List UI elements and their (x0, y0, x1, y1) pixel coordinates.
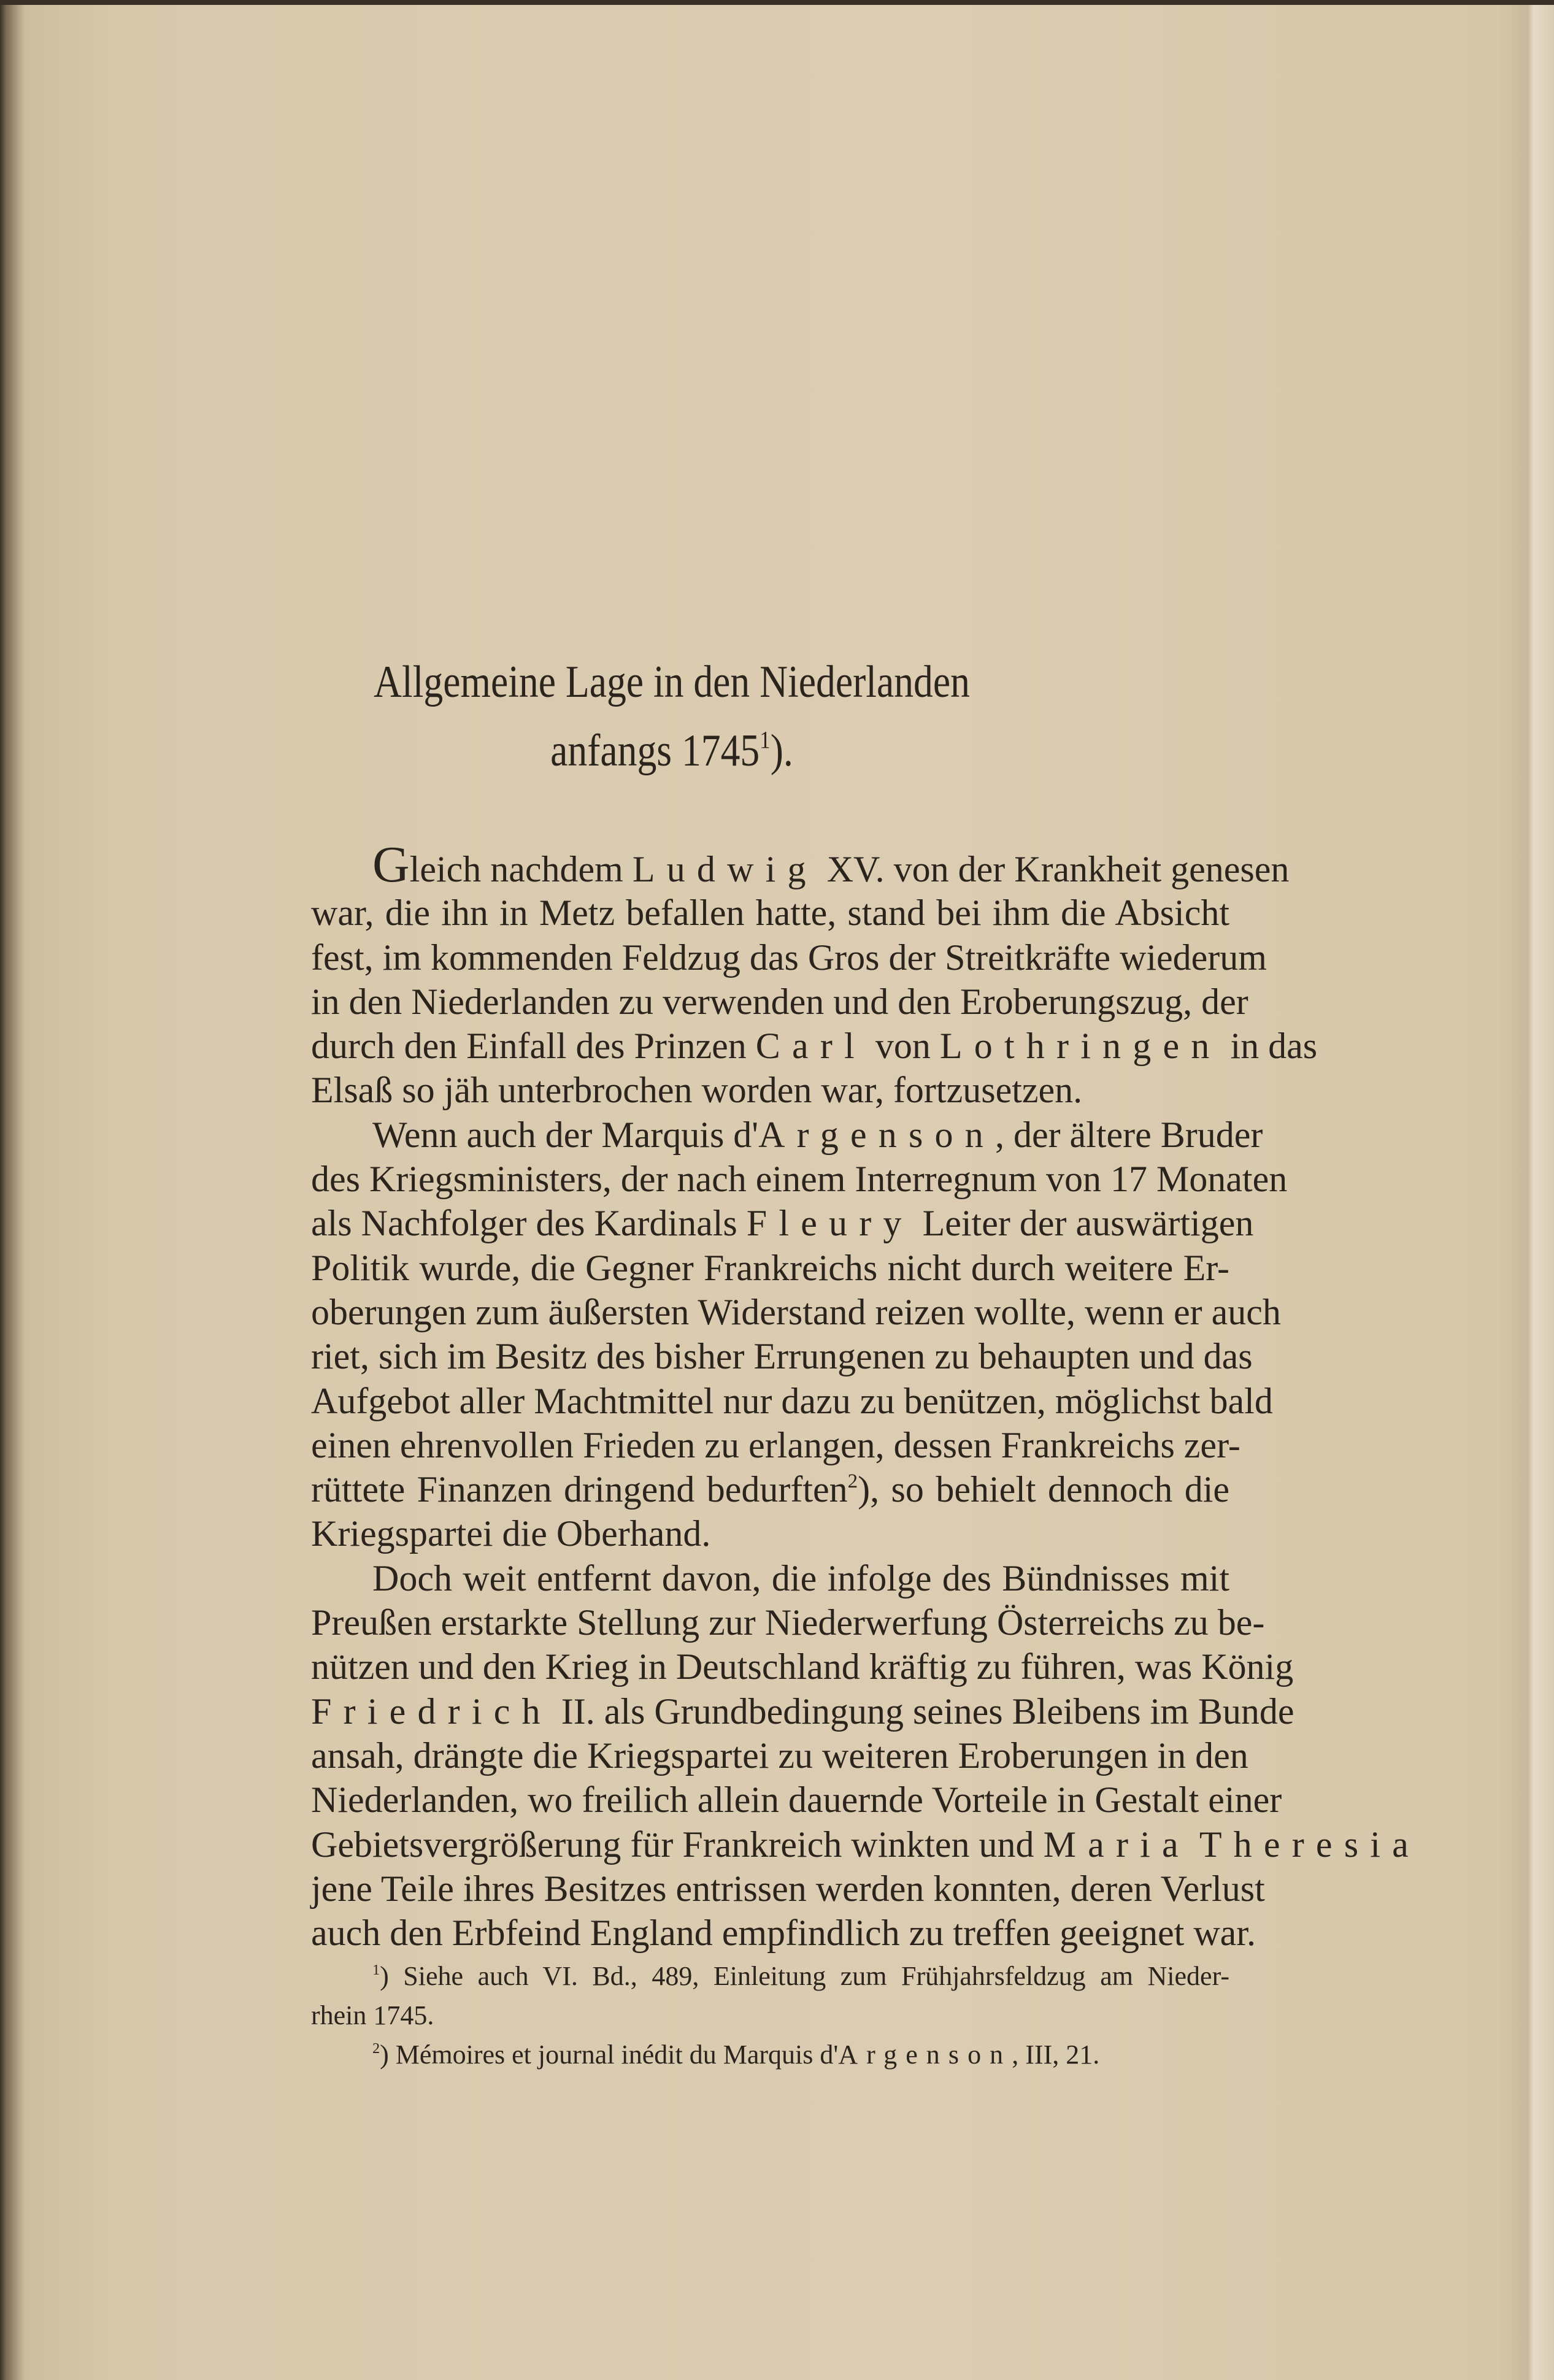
text-line (311, 1379, 1273, 1423)
text-run: jene Teile ihres Besitzes entrissen werden konnten, deren Verlust (311, 1868, 1265, 1909)
text-run: einen ehrenvollen Frieden zu erlangen, dessen Frankreichs zer- (311, 1424, 1241, 1465)
spaced-name: Fleury (746, 1203, 914, 1244)
body-text (311, 836, 1420, 1955)
subtitle-text: anfangs 1745 (550, 726, 760, 776)
text-run: Wenn auch der Marquis d' (372, 1114, 759, 1155)
paragraph (311, 1113, 1288, 1556)
text-line (311, 1201, 1254, 1245)
text-run: durch den Einfall des Prinzen (311, 1026, 756, 1067)
text-line (311, 1689, 1294, 1733)
text-run: oberungen zum äußersten Widerstand reizen wollte, wenn er auch (311, 1291, 1281, 1332)
text-line (311, 2035, 1229, 2075)
paragraph (311, 1556, 1420, 1956)
text-line (311, 1600, 1265, 1645)
spaced-name: Ludwig (632, 849, 818, 889)
text-run: auch den Erbfeind England empfindlich zu treffen geeignet war. (311, 1913, 1256, 1954)
text-run: nützen und den Krieg in Deutschland kräftig zu führen, was König (311, 1646, 1294, 1687)
spaced-name: Argenson (838, 2040, 1012, 2070)
text-run: in das (1221, 1026, 1318, 1067)
text-line (311, 1511, 1229, 1556)
text-run: ) Mémoires et journal inédit du Marquis d' (380, 2040, 839, 2070)
spaced-name: Maria (1043, 1824, 1190, 1865)
text-run: Preußen erstarkte Stellung zur Niederwerfung Österreichs zu be- (311, 1602, 1265, 1643)
text-line (311, 1556, 1229, 1600)
text-line (311, 1467, 1229, 1511)
text-run: riet, sich im Besitz des bisher Errungenen zu behaupten und das (311, 1336, 1253, 1377)
footnote (311, 1957, 1229, 2035)
text-run: Elsaß so jäh unterbrochen worden war, fortzusetzen. (311, 1070, 1083, 1111)
subtitle-end: ). (770, 726, 793, 776)
text-line (311, 1246, 1229, 1290)
footnote-ref: 2 (847, 1470, 858, 1493)
text-line (311, 1334, 1253, 1378)
text-run: Doch weit entfernt davon, die infolge des Bündnisses mit (372, 1557, 1229, 1599)
text-line (311, 836, 1290, 893)
chapter-subtitle (94, 725, 1249, 777)
footnote-ref: 2 (372, 2040, 380, 2057)
paragraph (311, 836, 1318, 1113)
text-run: in den Niederlanden zu verwenden und den Eroberungszug, der (311, 981, 1248, 1022)
spaced-name: Carl (755, 1026, 866, 1067)
text-line (311, 1645, 1294, 1689)
footnote-ref: 1 (760, 726, 771, 754)
text-line (311, 1778, 1282, 1822)
text-run: , der ältere Bruder (994, 1114, 1263, 1155)
chapter-title: Allgemeine Lage in den Niederlanden (374, 657, 970, 707)
text-line (311, 935, 1267, 980)
text-run: ) Siehe auch VI. Bd., 489, Einleitung zum Frühjahrsfeldzug am Nieder- (380, 1961, 1229, 1991)
text-line (311, 1024, 1318, 1068)
text-line (311, 1068, 1229, 1112)
text-run: Gebietsvergrößerung für Frankreich winkten und (311, 1824, 1044, 1865)
text-line (311, 1996, 1229, 2035)
spaced-name: Lothringen (939, 1026, 1221, 1067)
text-run: ), so behielt dennoch die (858, 1469, 1230, 1510)
text-run: II. als Grundbedingung seines Bleibens im Bunde (552, 1691, 1294, 1732)
footnote (311, 2035, 1229, 2075)
text-run: Politik wurde, die Gegner Frankreichs nicht durch weitere Er- (311, 1247, 1229, 1288)
text-line (311, 1423, 1241, 1467)
text-run: rhein 1745. (311, 2000, 434, 2030)
text-line (311, 891, 1229, 935)
text-line (311, 1113, 1263, 1157)
spaced-name: Theresia (1199, 1824, 1420, 1865)
text-run (1190, 1824, 1199, 1865)
text-run: rüttete Finanzen dringend bedurften (311, 1469, 848, 1510)
text-run: ansah, drängte die Kriegspartei zu weiteren Eroberungen in den (311, 1735, 1248, 1776)
text-line (311, 1822, 1420, 1867)
text-line (311, 980, 1248, 1024)
footnote-ref: 1 (372, 1962, 380, 1979)
spaced-name: Friedrich (311, 1691, 552, 1732)
text-line (311, 1957, 1229, 1996)
text-run: war, die ihn in Metz befallen hatte, stand bei ihm die Absicht (311, 893, 1229, 934)
text-line (311, 1157, 1288, 1201)
footnotes (311, 1957, 1229, 2075)
text-run: des Kriegsministers, der nach einem Interregnum von 17 Monaten (311, 1159, 1288, 1200)
text-run: , III, 21. (1012, 2040, 1100, 2070)
spaced-name: Argenson (758, 1114, 995, 1155)
text-line (311, 1867, 1265, 1911)
text-run: fest, im kommenden Feldzug das Gros der Streitkräfte wiederum (311, 937, 1267, 978)
text-run: Aufgebot aller Machtmittel nur dazu zu benützen, möglichst bald (311, 1380, 1273, 1421)
text-run: als Nachfolger des Kardinals (311, 1203, 747, 1244)
page-edge (0, 0, 1554, 5)
text-run: leich nachdem (409, 849, 633, 889)
text-run: XV. von der Krankheit genesen (817, 849, 1290, 889)
text-run: Kriegspartei die Oberhand. (311, 1513, 711, 1554)
text-run: Niederlanden, wo freilich allein dauernde Vorteile in Gestalt einer (311, 1779, 1282, 1821)
text-run: Leiter der auswärtigen (913, 1203, 1254, 1244)
text-line (311, 1911, 1256, 1955)
text-line (311, 1733, 1248, 1778)
text-run: von (866, 1026, 940, 1067)
initial-letter: G (372, 836, 410, 893)
text-line (311, 1290, 1281, 1334)
